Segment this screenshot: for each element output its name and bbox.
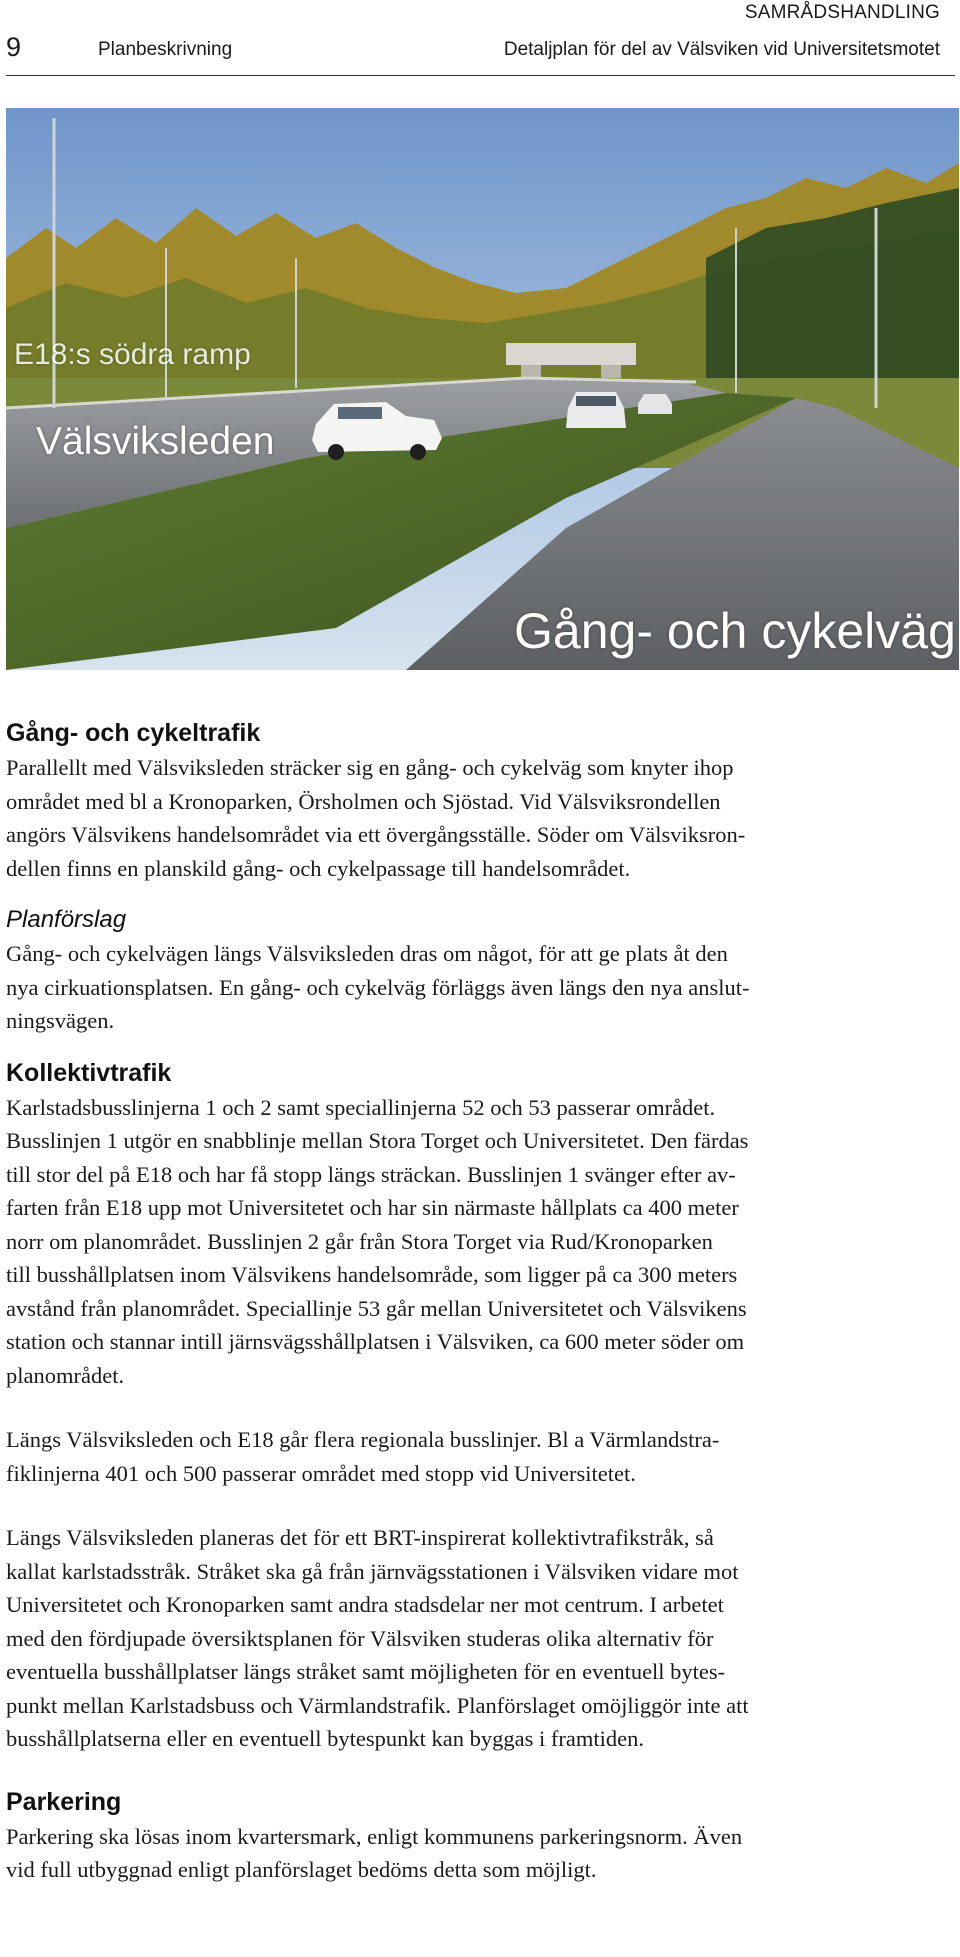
page-header bbox=[6, 32, 940, 72]
document-body bbox=[6, 718, 952, 1887]
paragraph-kollektivtrafik-1: Karlstadsbusslinjerna 1 och 2 samt speciallinjerna 52 och 53 passerar området. Busslinjen 1 utgör en snabblinje mellan Stora Torget och Universitetet. Den färdas till stor del på E18 och har få stopp längs sträckan. Busslinjen 1 svänger efter av- farten från E18 upp mot Universitetet och har sin närmaste hållplats ca 400 meter norr om planområdet. Busslinjen 2 går från Stora Torget via Rud/Kronoparken till busshållplatsen inom Välsvikens handelsområde, som ligger på ca 300 meters avstånd från planområdet. Speciallinje 53 går mellan Universitetet och Välsvikens station och stannar intill järnsvägsshållplatsen i Välsviken, ca 600 meter söder om planområdet. bbox=[6, 1094, 749, 1388]
header-divider bbox=[6, 75, 955, 76]
document-status: SAMRÅDSHANDLING bbox=[744, 2, 940, 23]
document-title: Detaljplan för del av Välsviken vid Universitetsmotet bbox=[503, 39, 940, 60]
road-photo bbox=[6, 108, 959, 670]
paragraph-gang-cykeltrafik: Parallellt med Välsviksleden sträcker sig en gång- och cykelväg som knyter ihop området med bl a Kronoparken, Örsholmen och Sjöstad. Vid Välsviksrondellen angörs Välsvikens handelsområdet via ett övergångsställe. Söder om Välsviksron- dellen finns en planskild gång- och cykelpassage till handelsområdet. bbox=[6, 755, 746, 881]
photo-label-ramp: E18:s södra ramp bbox=[14, 338, 251, 371]
heading-planforslag: Planförslag bbox=[6, 906, 127, 933]
page-number: 9 bbox=[6, 32, 22, 62]
paragraph-parkering: Parkering ska lösas inom kvartersmark, enligt kommunens parkeringsnorm. Även vid full utbyggnad enligt planförslaget bedöms detta som möjligt. bbox=[6, 1823, 743, 1882]
paragraph-planforslag: Gång- och cykelvägen längs Välsviksleden dras om något, för att ge plats åt den nya cirkuationsplatsen. En gång- och cykelväg förläggs även längs den nya anslut- ningsvägen. bbox=[6, 941, 750, 1033]
section-name: Planbeskrivning bbox=[98, 39, 233, 60]
heading-parkering: Parkering bbox=[6, 1787, 122, 1816]
photo-label-path: Gång- och cykelväg bbox=[514, 603, 956, 659]
heading-kollektivtrafik: Kollektivtrafik bbox=[6, 1058, 172, 1087]
photo-label-road: Välsviksleden bbox=[36, 420, 275, 463]
heading-gang-cykeltrafik: Gång- och cykeltrafik bbox=[6, 719, 261, 747]
paragraph-kollektivtrafik-2: Längs Välsviksleden och E18 går flera regionala busslinjer. Bl a Värmlandstra- fiklinjerna 401 och 500 passerar området med stopp vid Universitetet. bbox=[6, 1427, 720, 1486]
paragraph-kollektivtrafik-3: Längs Välsviksleden planeras det för ett BRT-inspirerat kollektivtrafikstråk, så kallat karlstadsstråk. Stråket ska gå från järnvägsstationen i Välsviken vidare mot Universitetet och Kronoparken samt andra stadsdelar ner mot centrum. I arbetet med den fördjupade översiktsplanen för Välsviken studeras olika alternativ för eventuella busshållplatser längs stråket samt möjligheten för en eventuell bytes- punkt mellan Karlstadsbuss och Värmlandstrafik. Planförslaget omöjliggör inte att busshållplatserna eller en eventuell bytespunkt kan byggas i framtiden. bbox=[6, 1525, 749, 1751]
